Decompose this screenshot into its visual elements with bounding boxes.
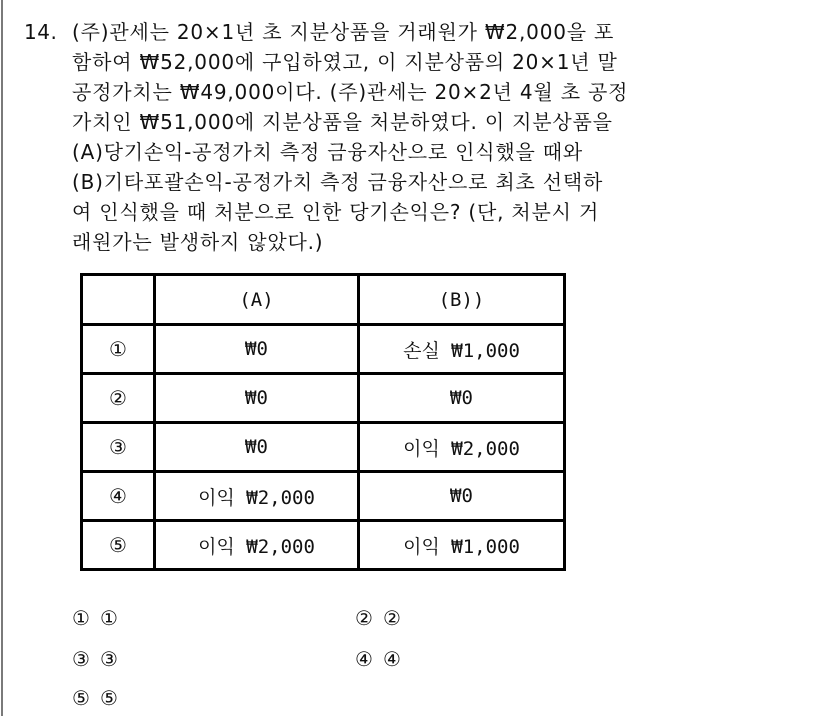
cell-a: ₩0 xyxy=(155,325,359,374)
question-line: 가치인 ₩51,000에 지분상품을 처분하였다. 이 지분상품을 xyxy=(72,110,613,134)
choice-label: ⑤ xyxy=(99,686,122,710)
table-row xyxy=(82,423,565,472)
table-header-row xyxy=(82,275,565,325)
row-marker: ① xyxy=(82,325,155,374)
table-row xyxy=(82,521,565,570)
question-line: 함하여 ₩52,000에 구입하였고, 이 지분상품의 20×1년 말 xyxy=(72,50,618,74)
cell-a: ₩0 xyxy=(155,423,359,472)
cell-a: 이익 ₩2,000 xyxy=(155,521,359,570)
question-line: 래원가는 발생하지 않았다.) xyxy=(72,230,324,254)
question-line: (주)관세는 20×1년 초 지분상품을 거래원가 ₩2,000을 포 xyxy=(72,20,615,44)
choice-2[interactable] xyxy=(355,604,405,632)
cell-b: 이익 ₩1,000 xyxy=(359,521,565,570)
choice-label: ④ xyxy=(382,647,405,671)
choice-3[interactable] xyxy=(72,645,122,673)
choice-5[interactable] xyxy=(72,684,122,712)
choice-label: ③ xyxy=(99,647,122,671)
row-marker: ③ xyxy=(82,423,155,472)
choice-4[interactable] xyxy=(355,645,405,673)
choice-marker: ③ xyxy=(72,647,94,671)
choice-marker: ① xyxy=(72,606,94,630)
cell-a: ₩0 xyxy=(155,374,359,423)
cell-b: ₩0 xyxy=(359,374,565,423)
choice-marker: ⑤ xyxy=(72,686,94,710)
page-left-border xyxy=(1,0,3,716)
cell-b: 손실 ₩1,000 xyxy=(359,325,565,374)
cell-b: ₩0 xyxy=(359,472,565,521)
question-line: 여 인식했을 때 처분으로 인한 당기손익은? (단, 처분시 거 xyxy=(72,200,600,224)
choice-1[interactable] xyxy=(72,604,122,632)
question-line: (A)당기손익-공정가치 측정 금융자산으로 인식했을 때와 xyxy=(72,140,583,164)
choice-marker: ④ xyxy=(355,647,377,671)
table-header-a: (A) xyxy=(155,275,359,325)
row-marker: ② xyxy=(82,374,155,423)
question-number: 14. xyxy=(24,20,58,44)
question-line: (B)기타포괄손익-공정가치 측정 금융자산으로 최초 선택하 xyxy=(72,170,604,194)
answer-table xyxy=(80,273,566,571)
table-row xyxy=(82,472,565,521)
cell-a: 이익 ₩2,000 xyxy=(155,472,359,521)
choice-label: ② xyxy=(382,606,405,630)
table-header-blank xyxy=(82,275,155,325)
choice-label: ① xyxy=(99,606,122,630)
table-header-b: (B)) xyxy=(359,275,565,325)
table-row xyxy=(82,374,565,423)
choice-marker: ② xyxy=(355,606,377,630)
cell-b: 이익 ₩2,000 xyxy=(359,423,565,472)
question-line: 공정가치는 ₩49,000이다. (주)관세는 20×2년 4월 초 공정 xyxy=(72,80,629,104)
table-row xyxy=(82,325,565,374)
row-marker: ⑤ xyxy=(82,521,155,570)
row-marker: ④ xyxy=(82,472,155,521)
question-stem xyxy=(72,17,762,257)
